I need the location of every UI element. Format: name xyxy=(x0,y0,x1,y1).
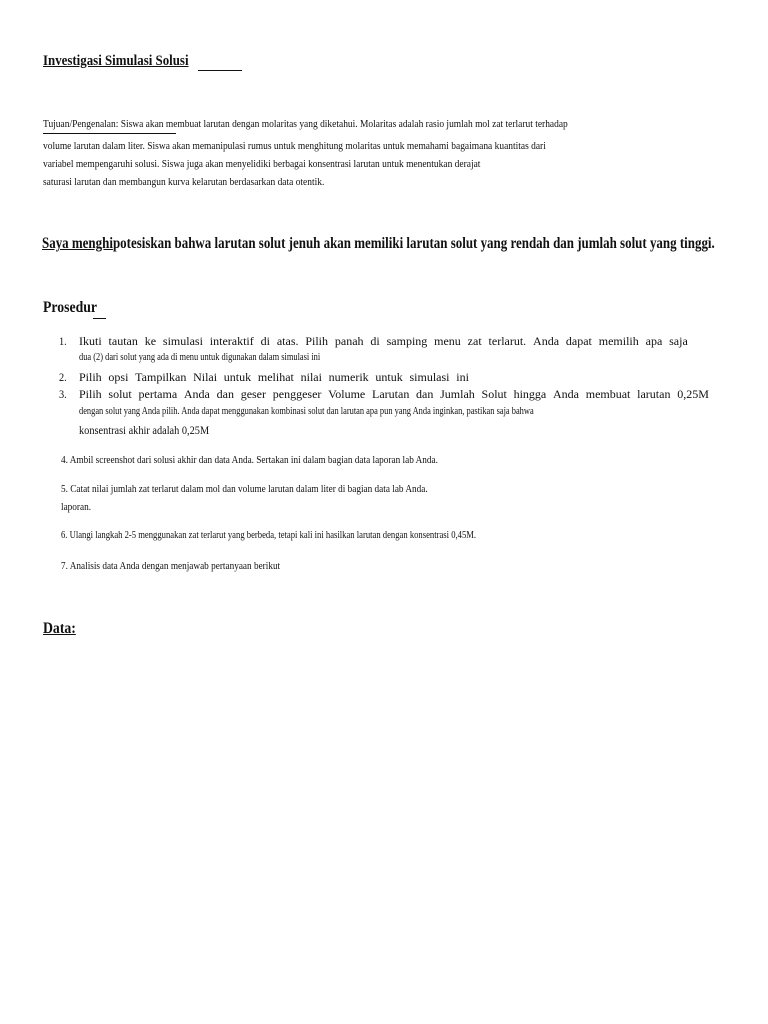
step-word: Anda xyxy=(533,334,560,348)
step-word: Anda xyxy=(183,387,210,401)
step-word: hingga xyxy=(513,387,547,401)
step-2-number: 2. xyxy=(59,370,67,384)
step-word: saja xyxy=(669,334,688,348)
step-word: untuk xyxy=(223,370,252,384)
step-word: membuat xyxy=(585,387,631,401)
step-word: Volume xyxy=(328,387,366,401)
step-word: untuk xyxy=(375,370,403,384)
step-word: penggeser xyxy=(272,387,322,401)
step-word: dapat xyxy=(565,334,592,348)
step-3-continued-2: konsentrasi akhir adalah 0,25M xyxy=(79,423,210,437)
step-word: samping xyxy=(386,334,428,348)
intro-label-underline xyxy=(43,133,176,134)
procedure-heading: Prosedur xyxy=(43,299,98,316)
step-5-text: 5. Catat nilai jumlah zat terlarut dalam mol dan volume larutan dalam liter di bagian data lab Anda. xyxy=(61,483,428,495)
step-word: Pilih xyxy=(305,334,329,348)
step-word: tautan xyxy=(108,334,138,348)
step-word: Ikuti xyxy=(79,334,102,348)
step-7-text: 7. Analisis data Anda dengan menjawab pertanyaan berikut xyxy=(61,560,281,572)
title-underline xyxy=(198,70,242,71)
step-word: nilai xyxy=(300,370,322,384)
step-word: 0,25M xyxy=(677,387,709,401)
step-word: Pilih xyxy=(79,387,102,401)
step-4-text: 4. Ambil screenshot dari solusi akhir dan data Anda. Sertakan ini dalam bagian data laporan lab Anda. xyxy=(61,454,438,466)
intro-line-3: variabel mempengaruhi solusi. Siswa juga akan menyelidiki berbagai konsentrasi larutan untuk menentukan derajat xyxy=(43,158,481,170)
step-word: terlarut. xyxy=(488,334,527,348)
step-word: larutan xyxy=(637,387,671,401)
step-word: Anda xyxy=(553,387,579,401)
step-word: pertama xyxy=(138,387,178,401)
step-1-text xyxy=(79,334,688,349)
step-word: apa xyxy=(645,334,663,348)
step-word: di xyxy=(260,334,270,348)
step-word: Nilai xyxy=(193,370,218,384)
hypothesis-statement xyxy=(42,235,715,253)
intro-line-1: Tujuan/Pengenalan: Siswa akan membuat larutan dengan molaritas yang diketahui. Molaritas adalah rasio jumlah mol zat terlarut terhadap xyxy=(43,118,568,130)
step-word: Jumlah xyxy=(440,387,475,401)
step-word: simulasi xyxy=(409,370,450,384)
procedure-underline xyxy=(93,318,106,319)
step-6-text: 6. Ulangi langkah 2-5 menggunakan zat terlarut yang berbeda, tetapi kali ini hasilkan larutan dengan konsentrasi 0,45M. xyxy=(61,530,477,541)
step-word: di xyxy=(370,334,380,348)
step-word: atas. xyxy=(276,334,299,348)
document-title: Investigasi Simulasi Solusi xyxy=(43,53,189,69)
step-word: panah xyxy=(334,334,364,348)
step-5-continued: laporan. xyxy=(61,501,92,513)
step-word: memilih xyxy=(598,334,639,348)
step-word: dan xyxy=(416,387,434,401)
step-2-text xyxy=(79,370,469,385)
step-1-continued: dua (2) dari solut yang ada di menu untuk digunakan dalam simulasi ini xyxy=(79,352,321,363)
step-word: Tampilkan xyxy=(135,370,187,384)
data-heading: Data: xyxy=(43,620,76,637)
intro-line-2: volume larutan dalam liter. Siswa akan memanipulasi rumus untuk menghitung molaritas untuk memahami bagaimana kuantitas dari xyxy=(43,140,546,152)
step-3-number: 3. xyxy=(59,387,67,401)
step-word: ke xyxy=(144,334,157,348)
step-word: simulasi xyxy=(162,334,203,348)
step-word: numerik xyxy=(328,370,369,384)
step-3-text xyxy=(79,387,709,402)
step-word: melihat xyxy=(257,370,294,384)
step-word: solut xyxy=(108,387,132,401)
step-word: opsi xyxy=(108,370,129,384)
step-word: zat xyxy=(467,334,482,348)
step-word: ini xyxy=(456,370,469,384)
intro-line-4: saturasi larutan dan membangun kurva kelarutan berdasarkan data otentik. xyxy=(43,176,325,188)
step-3-continued-1: dengan solut yang Anda pilih. Anda dapat menggunakan kombinasi solut dan larutan apa pun yang Anda inginkan, pastikan saja bahwa xyxy=(79,406,534,417)
step-word: geser xyxy=(240,387,267,401)
hypothesis-underlined: Saya menghi xyxy=(42,235,113,252)
step-word: Solut xyxy=(481,387,507,401)
hypothesis-rest: potesiskan bahwa larutan solut jenuh akan memiliki larutan solut yang rendah dan jumlah solut yang tinggi. xyxy=(112,235,715,252)
step-word: Pilih xyxy=(79,370,102,384)
step-word: menu xyxy=(434,334,461,348)
step-word: Larutan xyxy=(372,387,410,401)
step-word: dan xyxy=(216,387,234,401)
step-word: interaktif xyxy=(209,334,254,348)
step-1-number: 1. xyxy=(59,334,67,348)
